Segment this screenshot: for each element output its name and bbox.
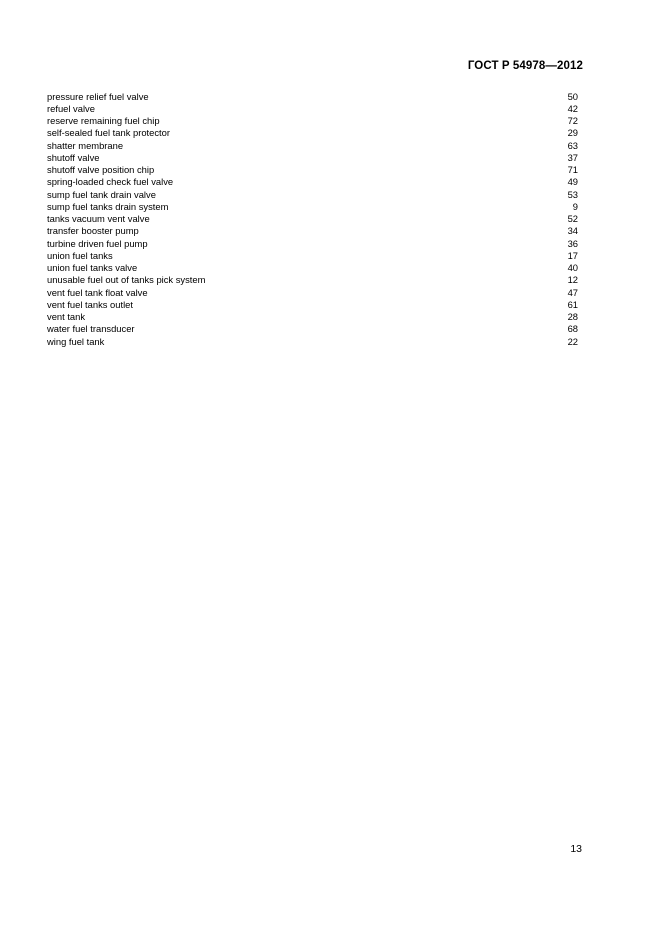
index-entry: [47, 176, 578, 188]
index-term: sump fuel tanks drain system: [47, 200, 169, 212]
index-entry: [47, 164, 578, 176]
index-entry: [47, 311, 578, 323]
index-term: vent fuel tanks outlet: [47, 298, 133, 310]
index-term: union fuel tanks: [47, 249, 113, 261]
index-term: wing fuel tank: [47, 335, 105, 347]
index-term: sump fuel tank drain valve: [47, 188, 156, 200]
index-term: transfer booster pump: [47, 225, 139, 237]
index-term: tanks vacuum vent valve: [47, 213, 150, 224]
index-entry: [47, 201, 578, 213]
page-number: 13: [570, 843, 582, 855]
index-page-ref: 61: [567, 298, 578, 310]
index-page-ref: 28: [567, 311, 578, 322]
index-entry: [47, 127, 578, 139]
index-term: water fuel transducer: [47, 323, 135, 335]
index-term: unusable fuel out of tanks pick system: [47, 274, 206, 286]
index-entry: [47, 238, 578, 250]
index-entry: [47, 336, 578, 348]
index-page-ref: 42: [567, 102, 578, 114]
term-index-list: [47, 91, 578, 348]
index-term: pressure relief fuel valve: [47, 90, 149, 102]
index-page-ref: 47: [567, 286, 578, 298]
index-page-ref: 17: [567, 249, 578, 261]
index-term: vent fuel tank float valve: [47, 286, 148, 298]
index-entry: [47, 91, 578, 103]
index-entry: [47, 115, 578, 127]
index-page-ref: 9: [572, 200, 578, 212]
index-page-ref: 71: [567, 164, 578, 175]
standard-designation: ГОСТ Р 54978—2012: [467, 60, 583, 72]
index-term: turbine driven fuel pump: [47, 237, 148, 249]
index-page-ref: 36: [567, 237, 578, 249]
index-page-ref: 50: [567, 90, 578, 102]
index-term: shutoff valve: [47, 151, 100, 163]
index-entry: [47, 213, 578, 225]
index-entry: [47, 250, 578, 262]
index-entry: [47, 323, 578, 335]
index-entry: [47, 189, 578, 201]
index-page-ref: 68: [567, 323, 578, 335]
index-term: spring-loaded check fuel valve: [47, 176, 174, 188]
index-page-ref: 72: [567, 115, 578, 126]
index-page-ref: 53: [567, 188, 578, 200]
index-page-ref: 40: [567, 262, 578, 273]
index-term: self-sealed fuel tank protector: [47, 127, 170, 139]
index-entry: [47, 287, 578, 299]
index-entry: [47, 140, 578, 152]
index-page-ref: 37: [567, 151, 578, 163]
index-page-ref: 22: [567, 335, 578, 347]
index-term: union fuel tanks valve: [47, 262, 138, 273]
index-entry: [47, 262, 578, 274]
index-term: reserve remaining fuel chip: [47, 115, 160, 126]
index-term: refuel valve: [47, 102, 95, 114]
index-entry: [47, 225, 578, 237]
index-page-ref: 63: [567, 139, 578, 151]
index-term: shatter membrane: [47, 139, 124, 151]
index-page-ref: 52: [567, 213, 578, 224]
index-page-ref: 49: [567, 176, 578, 188]
index-term: shutoff valve position chip: [47, 164, 155, 175]
index-page-ref: 34: [567, 225, 578, 237]
index-entry: [47, 152, 578, 164]
index-entry: [47, 299, 578, 311]
index-page-ref: 12: [567, 274, 578, 286]
index-page-ref: 29: [567, 127, 578, 139]
index-term: vent tank: [47, 311, 86, 322]
index-entry: [47, 103, 578, 115]
index-entry: [47, 274, 578, 286]
